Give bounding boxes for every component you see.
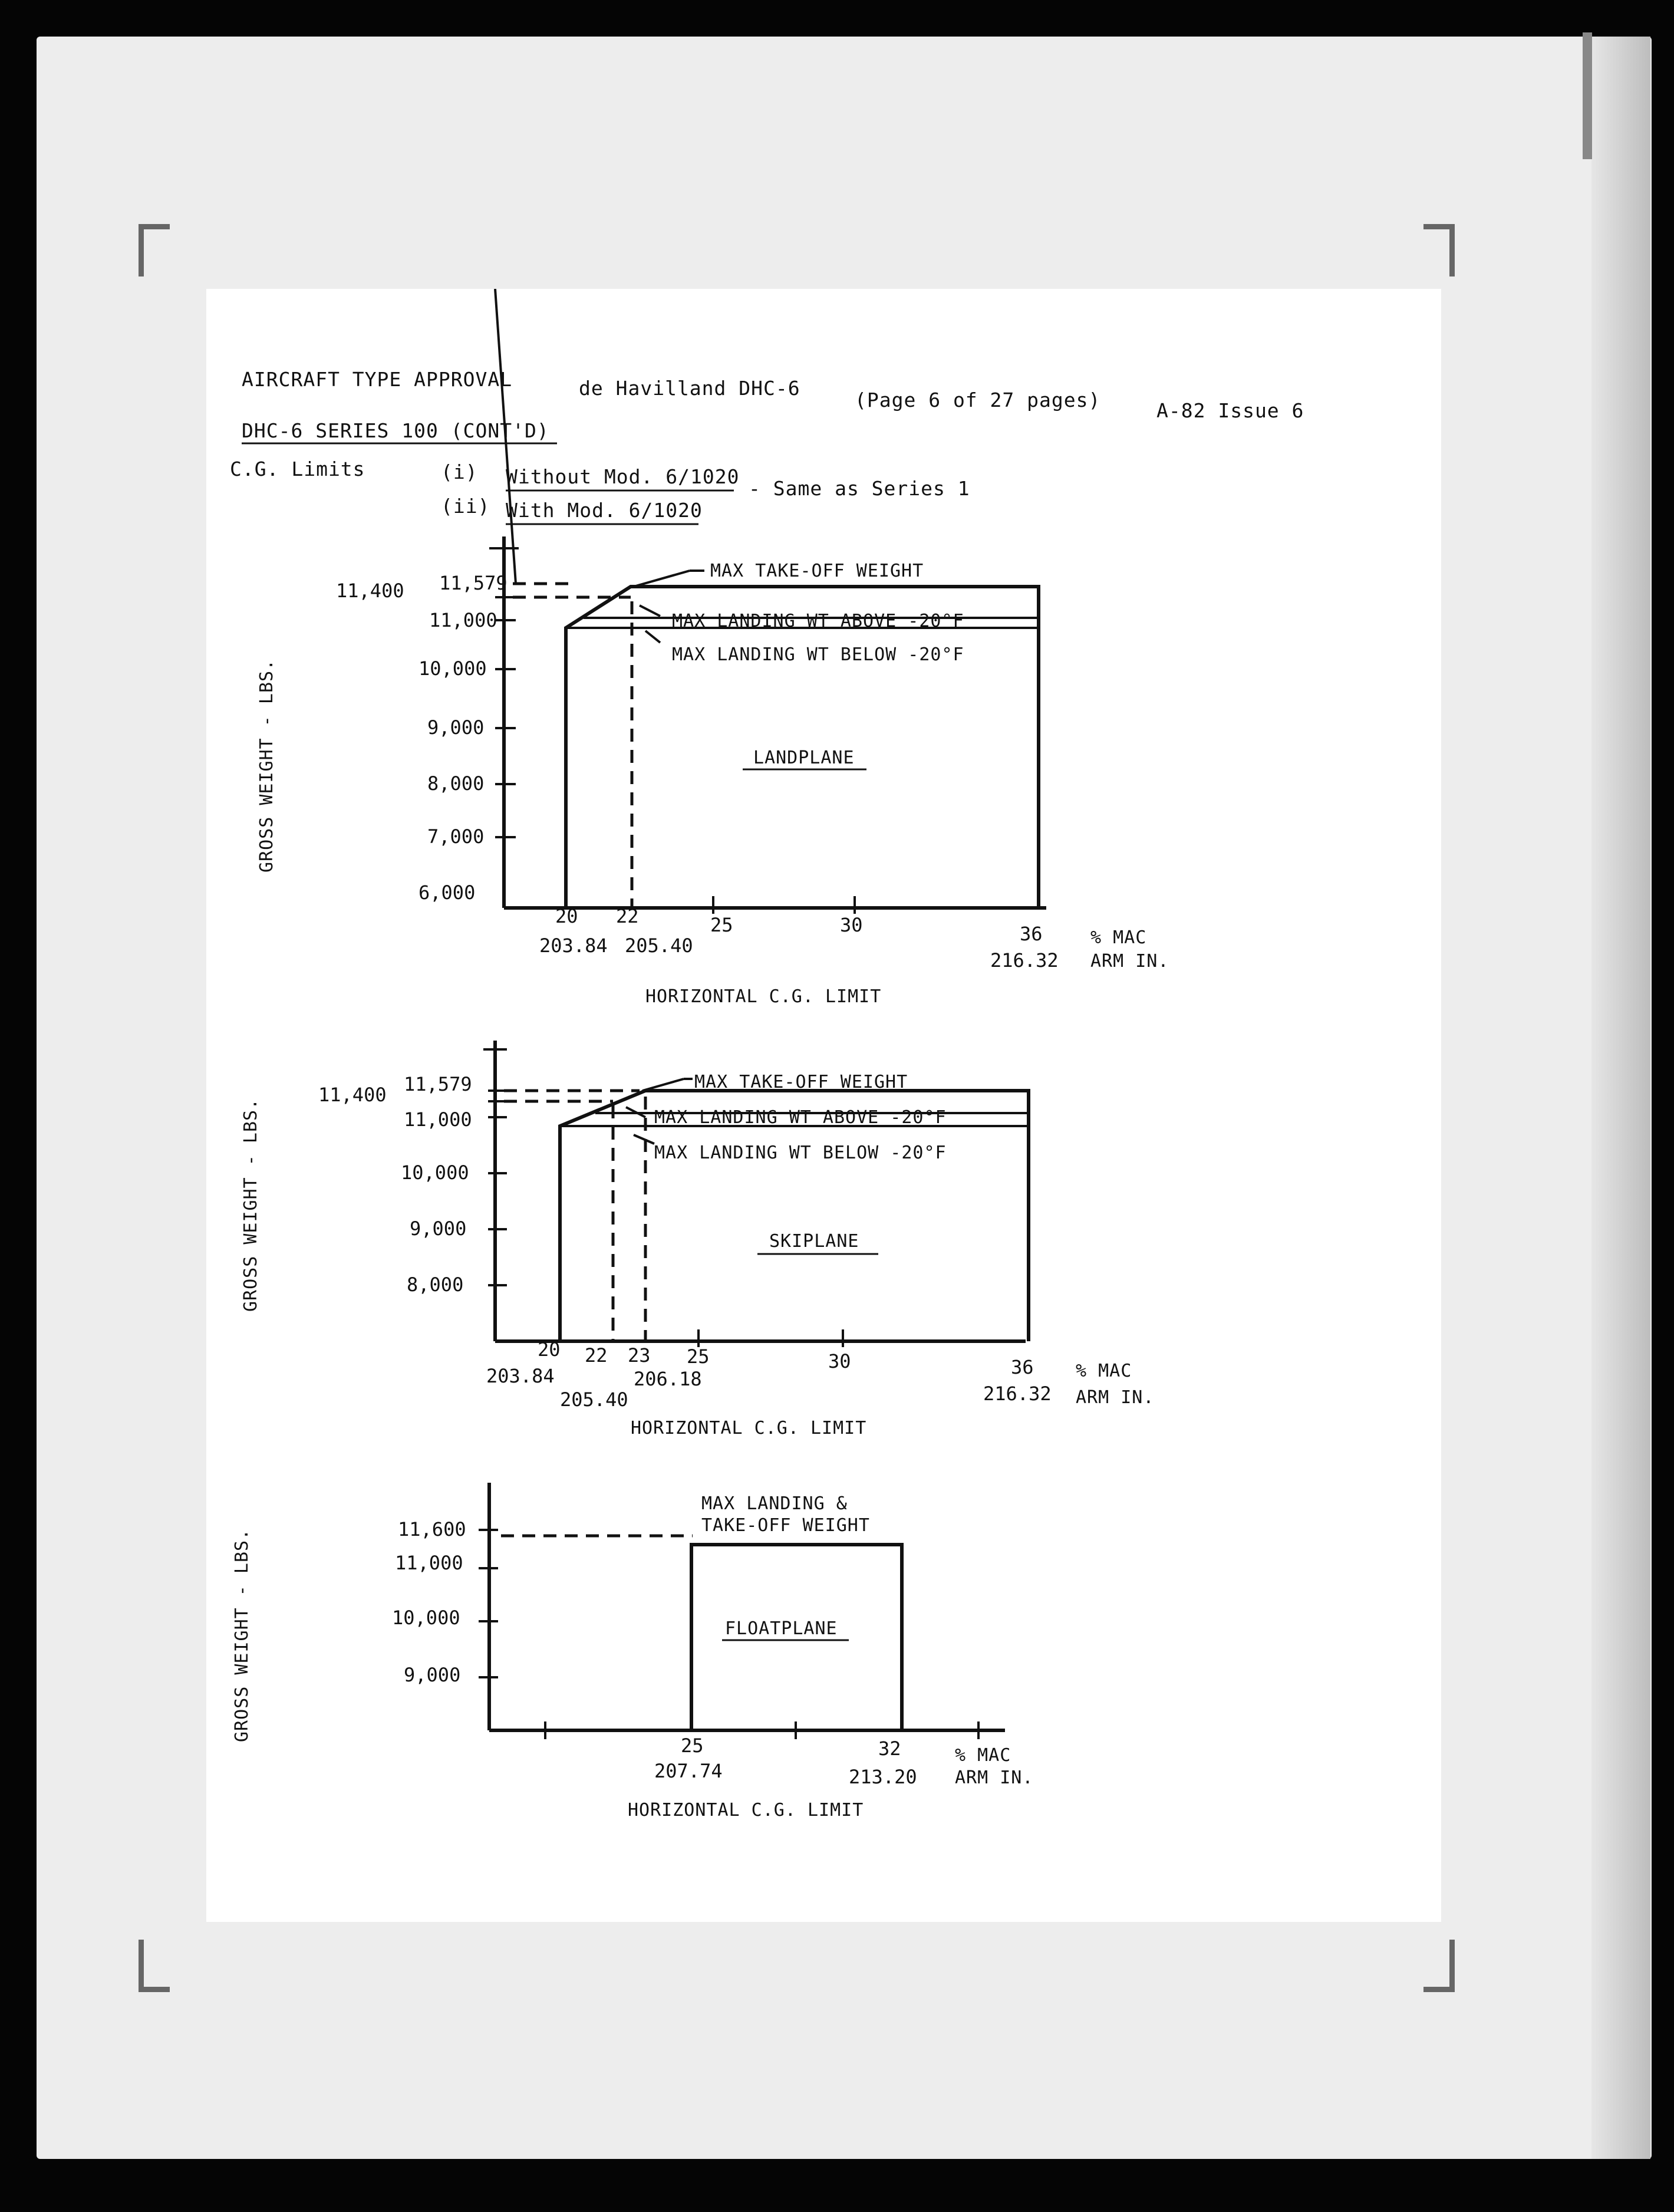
x-unit-arm: ARM IN. — [955, 1767, 1034, 1788]
x-tick-label: 20 — [538, 1338, 561, 1361]
x-tick-label: 207.74 — [654, 1760, 723, 1782]
skiplane-chart — [240, 1041, 1154, 1439]
x-tick-label: 203.84 — [486, 1365, 555, 1387]
x-tick-label: 216.32 — [983, 1382, 1052, 1405]
y-tick-label: 11,579 — [404, 1073, 472, 1095]
x-axis-label: HORIZONTAL C.G. LIMIT — [645, 986, 882, 1007]
x-tick-label: 216.32 — [990, 949, 1059, 972]
y-tick-label: 9,000 — [404, 1664, 461, 1686]
y-tick-label: 7,000 — [427, 825, 485, 848]
crop-mark — [139, 224, 170, 276]
y-tick-label: 10,000 — [418, 657, 487, 680]
item-ii-text: With Mod. 6/1020 — [506, 499, 703, 522]
y-tick-label: 11,600 — [398, 1518, 466, 1540]
y-tick-label: 11,000 — [429, 609, 497, 631]
y-tick-label: 10,000 — [392, 1607, 460, 1629]
x-unit-arm: ARM IN. — [1076, 1387, 1155, 1408]
y-tick-label: 10,000 — [401, 1161, 469, 1184]
doc-aircraft: de Havilland DHC-6 — [579, 377, 800, 400]
y-tick-label: 9,000 — [410, 1217, 467, 1240]
x-tick-label: 22 — [616, 905, 639, 927]
x-tick-label: 205.40 — [560, 1388, 628, 1411]
annotation-leader — [645, 631, 660, 643]
section-title: DHC-6 SERIES 100 (CONT'D) — [242, 419, 549, 442]
x-tick-label: 25 — [681, 1734, 704, 1757]
x-tick-label: 20 — [555, 905, 578, 927]
annotation-max-takeoff: MAX TAKE-OFF WEIGHT — [694, 1072, 908, 1092]
x-tick-label: 30 — [840, 914, 863, 936]
annotation-leader — [634, 571, 690, 587]
y-tick-label: 6,000 — [418, 881, 476, 904]
x-tick-label: 36 — [1011, 1356, 1034, 1378]
annotation-landing-above: MAX LANDING WT ABOVE -20°F — [672, 611, 964, 631]
skiplane-envelope — [560, 1091, 1029, 1341]
item-ii-number: (ii) — [441, 495, 490, 518]
x-tick-label: 203.84 — [539, 934, 608, 957]
doc-sheet-id: A-82 Issue 6 — [1156, 399, 1304, 422]
crop-mark — [1583, 32, 1592, 159]
annotation-landing-below: MAX LANDING WT BELOW -20°F — [672, 644, 964, 665]
y-tick-label: 11,000 — [404, 1108, 472, 1131]
crop-mark — [1423, 224, 1455, 276]
floatplane-chart — [232, 1483, 1033, 1821]
chart-title: LANDPLANE — [753, 748, 855, 768]
annotation-landing-above: MAX LANDING WT ABOVE -20°F — [654, 1107, 947, 1128]
annotation-line-2: TAKE-OFF WEIGHT — [701, 1515, 870, 1536]
x-tick-label: 205.40 — [625, 934, 693, 957]
x-tick-label: 22 — [585, 1344, 608, 1367]
item-i-number: (i) — [441, 460, 478, 483]
x-axis-label: HORIZONTAL C.G. LIMIT — [631, 1418, 867, 1439]
annotation-landing-below: MAX LANDING WT BELOW -20°F — [654, 1143, 947, 1163]
crop-mark — [139, 1940, 170, 1992]
x-tick-label: 32 — [878, 1737, 901, 1760]
x-tick-label: 25 — [687, 1345, 710, 1368]
x-unit-mac: % MAC — [955, 1745, 1011, 1766]
y-tick-label: 8,000 — [407, 1273, 464, 1296]
document-figure — [206, 289, 1441, 1922]
item-i-note: - Same as Series 1 — [749, 477, 970, 500]
document-page — [206, 289, 1441, 1922]
scan-edge-shadow — [1591, 37, 1650, 2159]
chart-title: FLOATPLANE — [725, 1618, 838, 1639]
y-tick-label: 11,400 — [318, 1084, 387, 1106]
doc-page-number: (Page 6 of 27 pages) — [855, 389, 1101, 412]
x-tick-label: 25 — [710, 914, 733, 936]
x-tick-label: 206.18 — [634, 1368, 702, 1390]
y-tick-label: 11,579 — [439, 572, 508, 594]
x-tick-label: 30 — [828, 1350, 851, 1372]
y-tick-label: 8,000 — [427, 772, 485, 795]
crop-mark — [1423, 1940, 1455, 1992]
doc-title: AIRCRAFT TYPE APPROVAL — [242, 368, 513, 391]
annotation-leader — [640, 605, 660, 616]
x-unit-mac: % MAC — [1090, 927, 1147, 948]
chart-title: SKIPLANE — [769, 1231, 859, 1252]
x-unit-mac: % MAC — [1076, 1361, 1132, 1381]
x-unit-arm: ARM IN. — [1090, 951, 1169, 972]
x-tick-label: 36 — [1020, 923, 1043, 945]
y-tick-label: 11,400 — [336, 580, 404, 602]
x-tick-label: 213.20 — [849, 1766, 917, 1788]
y-axis-label: GROSS WEIGHT - LBS. — [256, 659, 277, 873]
x-tick-label: 23 — [628, 1344, 651, 1367]
item-i-text: Without Mod. 6/1020 — [506, 465, 740, 488]
y-axis-label: GROSS WEIGHT - LBS. — [240, 1098, 261, 1312]
annotation-line-1: MAX LANDING & — [701, 1493, 848, 1514]
y-tick-label: 9,000 — [427, 716, 485, 739]
x-axis-label: HORIZONTAL C.G. LIMIT — [628, 1800, 864, 1821]
cg-limits-label: C.G. Limits — [230, 457, 365, 480]
y-tick-label: 11,000 — [395, 1552, 463, 1574]
y-axis-label: GROSS WEIGHT - LBS. — [232, 1528, 252, 1742]
annotation-max-takeoff: MAX TAKE-OFF WEIGHT — [710, 561, 924, 581]
